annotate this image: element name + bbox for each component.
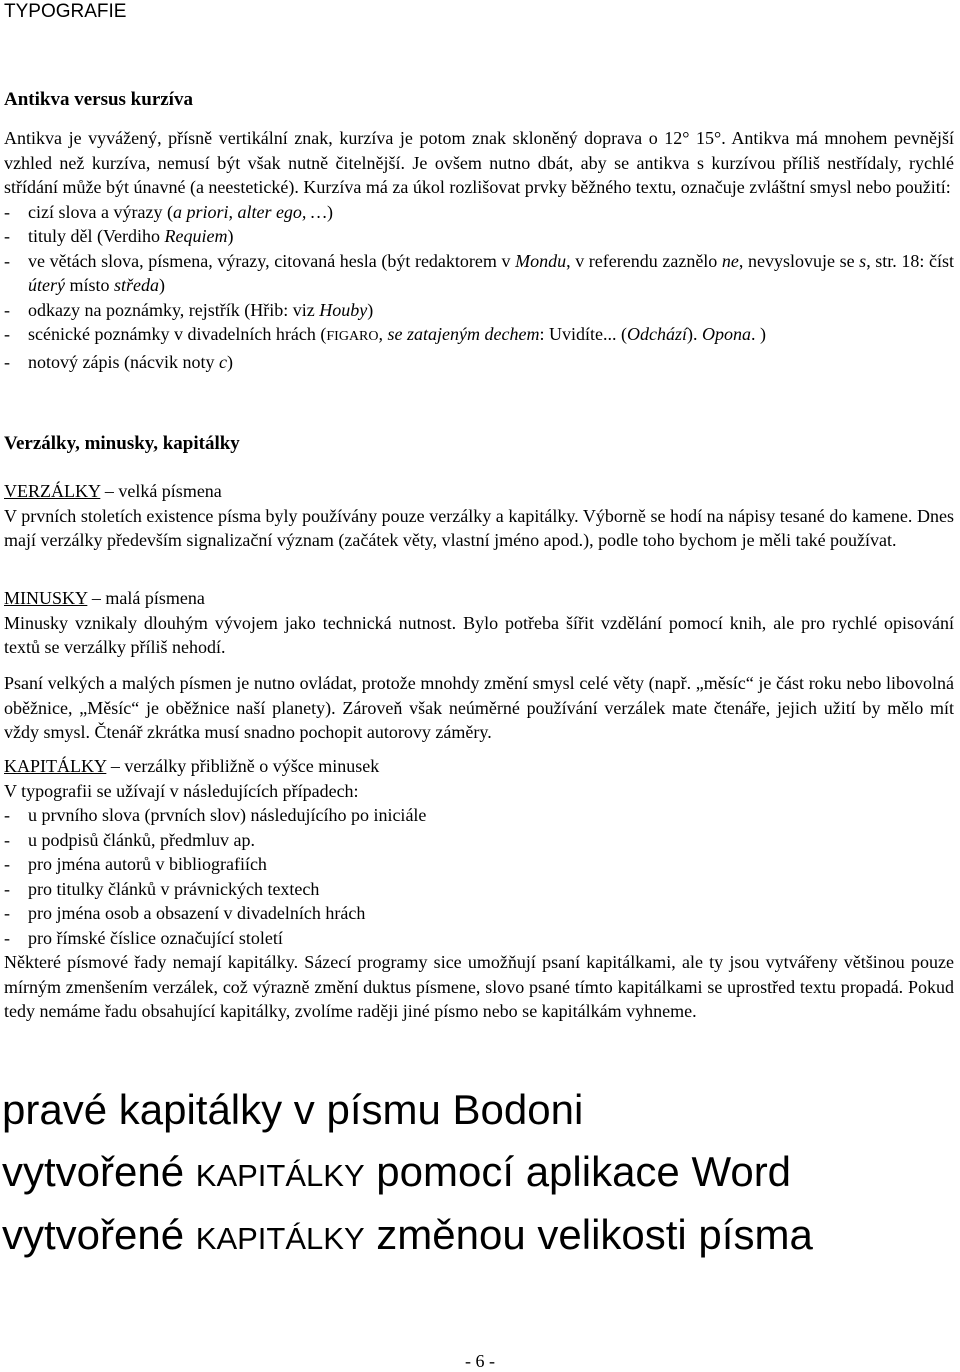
- list-item: - tituly děl (Verdiho Requiem): [4, 226, 234, 246]
- list-item: - pro římské číslice označující století: [4, 927, 283, 948]
- sample-line-word: vytvořené KAPITÁLKY pomocí aplikace Word: [2, 1148, 792, 1195]
- paragraph: Psaní velkých a malých písmen je nutno ovládat, protože mnohdy změní smysl celé věty (např. „měsíc“ je část roku nebo libovolná oběžnice, „Měsíc“ je oběžnice naší planety). Zároveň však neúměrné používání verzálek mate čtenáře, jejich užití by mělo mít vždy smysl. Čtenář zkrátka musí snadno pochopit autorovy záměry.: [4, 673, 954, 742]
- italic-uses-list: [4, 200, 954, 375]
- term: MINUSKY: [4, 588, 88, 608]
- paragraph: Minusky vznikaly dlouhým vývojem jako technická nutnost. Bylo potřeba šířit vzdělání pomocí knih, ale pro rychlé opisování textů se verzálky příliš nehodí.: [4, 612, 954, 657]
- list-item: - cizí slova a výrazy (a priori, alter ego, …): [4, 201, 333, 222]
- kapitalky-block: [4, 754, 954, 1024]
- minusky-block: [4, 586, 954, 660]
- list-item: - odkazy na poznámky, rejstřík (Hřib: viz Houby): [4, 299, 374, 320]
- antikva-body: [4, 126, 954, 374]
- sample-line-bodoni: pravé kapitálky v písmu Bodoni: [2, 1086, 584, 1133]
- list-item: - pro jména osob a obsazení v divadelních hrách: [4, 903, 366, 923]
- term: VERZÁLKY: [4, 481, 101, 501]
- list-item: - pro titulky článků v právnických textech: [4, 878, 320, 899]
- term-definition: KAPITÁLKY – verzálky přibližně o výšce minusek: [4, 756, 380, 776]
- sample-line-resized: vytvořené KAPITÁLKY změnou velikosti písma: [2, 1211, 813, 1258]
- list-item: - scénické poznámky v divadelních hrách (FIGARO, se zatajeným dechem: Uvidíte... (Odchází). Opona. ): [4, 324, 766, 344]
- page-number: - 6 -: [465, 1351, 495, 1371]
- term-definition: VERZÁLKY – velká písmena: [4, 481, 222, 501]
- section-heading: Verzálky, minusky, kapitálky: [4, 433, 240, 454]
- section-antikva: [4, 88, 954, 112]
- verzalky-block: [4, 479, 954, 553]
- psani-block: [4, 671, 954, 745]
- list-item: - u podpisů článků, předmluv ap.: [4, 829, 255, 850]
- list-item: - pro jména autorů v bibliografiích: [4, 854, 267, 874]
- section-verzalky: [4, 432, 954, 456]
- paragraph: V prvních stoletích existence písma byly používány pouze verzálky a kapitálky. Výborně se hodí na nápisy tesané do kamene. Dnes mají verzálky především signalizační význam (začátek věty, vlastní jméno apod.), podle toho bychom je měli také používat.: [4, 505, 954, 550]
- paragraph: Některé písmové řady nemají kapitálky. Sázecí programy sice umožňují psaní kapitálkami, ale ty jsou vytvářeny většinou pouze mírným zmenšením verzálek, což výrazně změní duktus písmene, slovo psané tímto kapitálkami se uprostřed textu propadá. Pokud tedy nemáme řadu obsahující kapitálky, zvolíme raději jiné písmo nebo se kapitálkám vyhneme.: [4, 952, 954, 1021]
- paragraph: V typografii se užívají v následujících případech:: [4, 780, 359, 801]
- list-item: - notový zápis (nácvik noty c): [4, 351, 233, 372]
- list-item: - ve větách slova, písmena, výrazy, citovaná hesla (být redaktorem v Mondu, v referendu zaznělo ne, nevyslovuje se s, str. 18: číst úterý místo středa): [4, 250, 954, 295]
- section-heading: Antikva versus kurzíva: [4, 89, 193, 110]
- list-item: - u prvního slova (prvních slov) následujícího po iniciále: [4, 805, 427, 825]
- term-definition: MINUSKY – malá písmena: [4, 588, 205, 608]
- paragraph: Antikva je vyvážený, přísně vertikální znak, kurzíva je potom znak skloněný doprava o 12° 15°. Antikva má mnohem pevnější vzhled než kurzíva, nemusí být však nutně čitelnější. Je ovšem nutno dbát, aby se antikva s kurzívou příliš nestřídaly, rychlé střídání může být únavné (a neestetické). Kurzíva má za úkol rozlišovat prvky běžného textu, označuje zvláštní smysl nebo použití:: [4, 128, 954, 197]
- term: KAPITÁLKY: [4, 756, 107, 776]
- kapitalky-uses-list: [4, 803, 954, 950]
- page-header-title: TYPOGRAFIE: [4, 1, 127, 22]
